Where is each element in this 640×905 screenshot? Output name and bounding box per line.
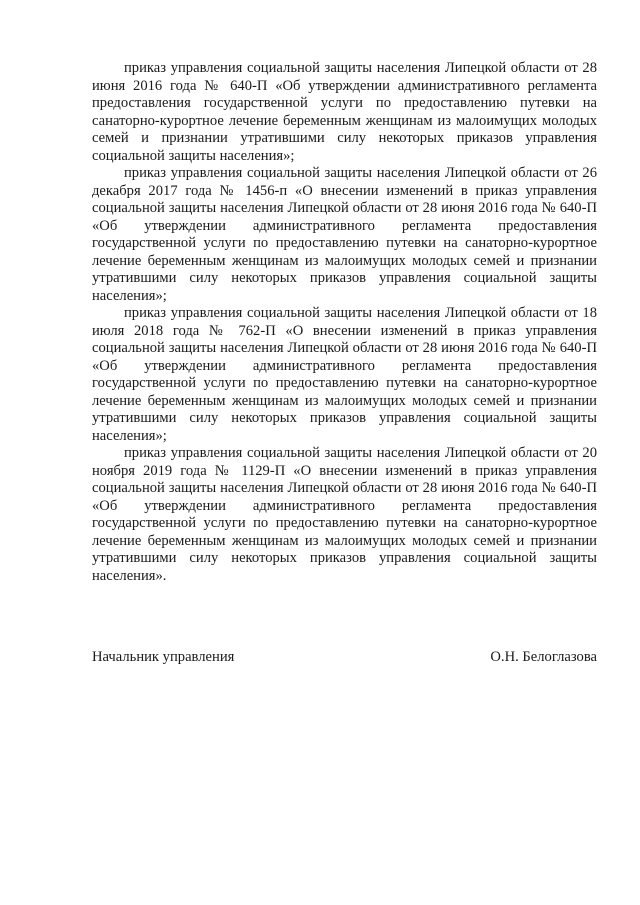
signature-block xyxy=(92,649,597,667)
order-paragraph-1: приказ управления социальной защиты населения Липецкой области от 28 июня 2016 года № 640-П «Об утверждении административного регламента предоставления государственной услуги по предоставлению путевки на санаторно-курортное лечение беременным женщинам из малоимущих молодых семей и признании утратившими силу некоторых приказов управления социальной защиты населения»; xyxy=(92,60,597,164)
order-paragraph-3: приказ управления социальной защиты населения Липецкой области от 18 июля 2018 года № 762-П «О внесении изменений в приказ управления социальной защиты населения Липецкой области от 28 июня 2016 года № 640-П «Об утверждении административного регламента предоставления государственной услуги по предоставлению путевки на санаторно-курортное лечение беременным женщинам из малоимущих молодых семей и признании утратившими силу некоторых приказов управления социальной защиты населения»; xyxy=(92,305,597,444)
order-paragraph-2: приказ управления социальной защиты населения Липецкой области от 26 декабря 2017 года № 1456-п «О внесении изменений в приказ управления социальной защиты населения Липецкой области от 28 июня 2016 года № 640-П «Об утверждении административного регламента предоставления государственной услуги по предоставлению путевки на санаторно-курортное лечение беременным женщинам из малоимущих молодых семей и признании утратившими силу некоторых приказов управления социальной защиты населения»; xyxy=(92,165,597,304)
signatory-position: Начальник управления xyxy=(92,649,235,665)
document-body xyxy=(92,60,597,585)
order-paragraph-4: приказ управления социальной защиты населения Липецкой области от 20 ноября 2019 года № 1129-П «О внесении изменений в приказ управления социальной защиты населения Липецкой области от 28 июня 2016 года № 640-П «Об утверждении административного регламента предоставления государственной услуги по предоставлению путевки на санаторно-курортное лечение беременным женщинам из малоимущих молодых семей и признании утратившими силу некоторых приказов управления социальной защиты населения». xyxy=(92,445,597,584)
signatory-name: О.Н. Белоглазова xyxy=(490,649,597,665)
